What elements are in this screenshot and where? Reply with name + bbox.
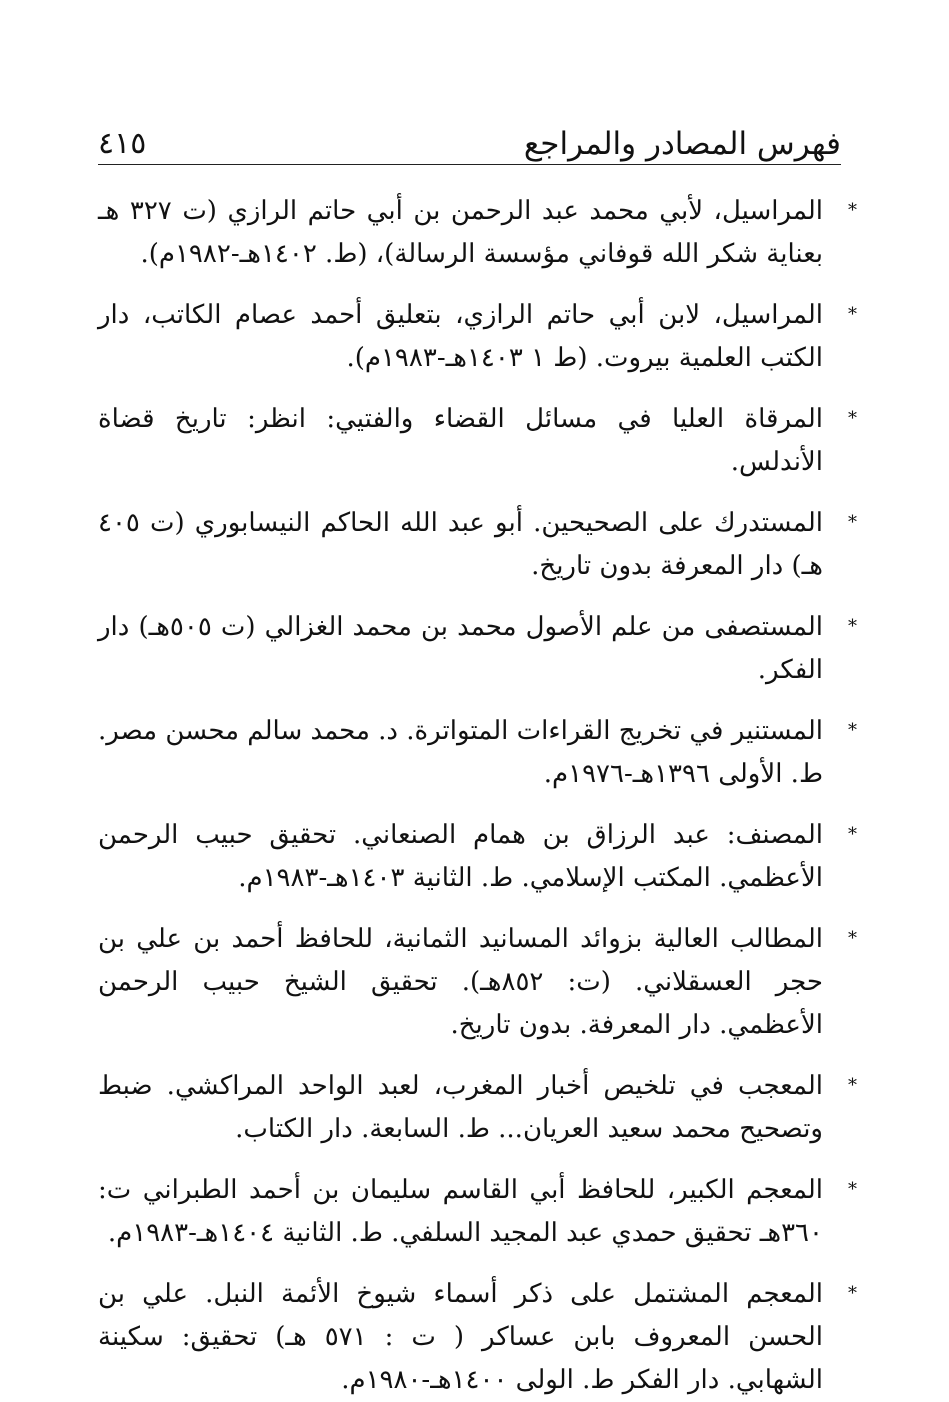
entry-bullet: * [848, 1075, 857, 1096]
entry-text: المرقاة العليا في مسائل القضاء والفتيي: انظر: تاريخ قضاة الأندلس. [98, 404, 823, 477]
entry-bullet: * [848, 512, 857, 533]
reference-entry [98, 710, 857, 796]
entry-text: المعجم المشتمل على ذكر أسماء شيوخ الأئمة النبل. علي بن الحسن المعروف بابن عساكر ( ت : ٥٧١ هـ) تحقيق: سكينة الشهابي. دار الفكر ط. الولى ١٤٠٠هـ-١٩٨٠م. [98, 1279, 823, 1395]
entry-bullet: * [848, 720, 857, 741]
entry-text: المعجب في تلخيص أخبار المغرب، لعبد الواحد المراكشي. ضبط وتصحيح محمد سعيد العريان... ط. السابعة. دار الكتاب. [98, 1071, 823, 1144]
entry-bullet: * [848, 824, 857, 845]
reference-entry [98, 398, 857, 484]
entry-bullet: * [848, 304, 857, 325]
entry-text: المطالب العالية بزوائد المسانيد الثمانية، للحافظ أحمد بن علي بن حجر العسقلاني. (ت: ٨٥٢هـ). تحقيق الشيخ حبيب الرحمن الأعظمي. دار المعرفة. بدون تاريخ. [98, 924, 823, 1040]
entry-text: المستنير في تخريج القراءات المتواترة. د. محمد سالم محسن مصر. ط. الأولى ١٣٩٦هـ-١٩٧٦م. [97, 716, 823, 789]
entry-text: المستدرك على الصحيحين. أبو عبد الله الحاكم النيسابوري (ت ٤٠٥ هـ) دار المعرفة بدون تاريخ. [98, 508, 823, 581]
reference-entry [98, 606, 857, 692]
entry-text: المستصفى من علم الأصول محمد بن محمد الغزالي (ت ٥٠٥هـ) دار الفكر. [98, 612, 824, 685]
entry-text: المصنف: عبد الرزاق بن همام الصنعاني. تحقيق حبيب الرحمن الأعظمي. المكتب الإسلامي. ط. الثانية ١٤٠٣هـ-١٩٨٣م. [98, 820, 823, 893]
entry-bullet: * [848, 616, 857, 637]
page-number: ٤١٥ [98, 126, 147, 161]
reference-entry [98, 294, 857, 380]
entry-bullet: * [848, 928, 857, 949]
reference-entry [98, 502, 857, 588]
reference-entry [98, 190, 857, 276]
entry-text: المراسيل، لابن أبي حاتم الرازي، بتعليق أحمد عصام الكاتب، دار الكتب العلمية بيروت. (ط ١ ١٤٠٣هـ-١٩٨٣م). [98, 300, 823, 373]
entry-text: المراسيل، لأبي محمد عبد الرحمن بن أبي حاتم الرازي (ت ٣٢٧ هـ بعناية شكر الله قوفاني مؤسسة الرسالة)، (ط. ١٤٠٢هـ-١٩٨٢م). [98, 196, 824, 269]
page-header [98, 112, 841, 164]
reference-entry [98, 918, 857, 1047]
reference-entry [98, 814, 857, 900]
references-list [98, 190, 857, 1402]
entry-bullet: * [848, 200, 857, 221]
entry-bullet: * [848, 1179, 857, 1200]
reference-entry [98, 1065, 857, 1151]
reference-entry [98, 1169, 857, 1255]
page-title: فهرس المصادر والمراجع [523, 126, 841, 162]
reference-entry [98, 1273, 857, 1402]
entry-bullet: * [848, 408, 857, 429]
entry-text: المعجم الكبير، للحافظ أبي القاسم سليمان بن أحمد الطبراني ت: ٣٦٠هـ تحقيق حمدي عبد المجيد السلفي. ط. الثانية ١٤٠٤هـ-١٩٨٣م. [98, 1175, 823, 1248]
entry-bullet: * [848, 1283, 857, 1304]
header-rule [98, 164, 841, 165]
